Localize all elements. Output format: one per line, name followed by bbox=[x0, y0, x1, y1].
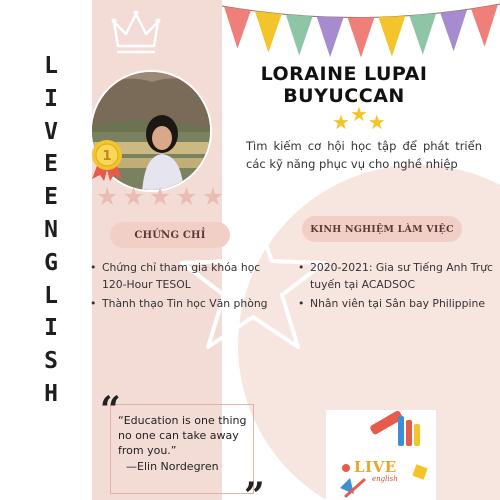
career-objective: Tìm kiếm cơ hội học tập để phát triển các kỹ năng phục vụ cho nghề nhiệp bbox=[246, 139, 482, 171]
list-item: • Nhân viên tại Sân bay Philippine bbox=[296, 296, 496, 313]
bunting-flag bbox=[348, 17, 375, 57]
experience-heading: KINH NGHIỆM LÀM VIỆC bbox=[302, 216, 462, 242]
medal-icon bbox=[88, 137, 126, 181]
bunting-flag bbox=[378, 16, 405, 57]
title-letter: N bbox=[44, 216, 58, 243]
live-english-logo bbox=[326, 410, 436, 500]
logo-subword: english bbox=[372, 475, 398, 483]
star-icon: ★ bbox=[96, 182, 119, 211]
crown-icon bbox=[110, 8, 162, 58]
bunting-flag bbox=[286, 14, 313, 55]
gold-stars bbox=[332, 102, 386, 134]
certificates-list bbox=[88, 260, 288, 316]
star-icon: ★ bbox=[349, 102, 368, 126]
bunting-flag bbox=[440, 9, 467, 51]
bunting-flag bbox=[471, 4, 498, 46]
logo-art-icon bbox=[326, 410, 436, 500]
star-icon: ★ bbox=[332, 110, 350, 134]
open-quote-icon: “ bbox=[100, 389, 121, 431]
close-quote-icon: ” bbox=[244, 475, 265, 500]
name-line-1: LORAINE LUPAI bbox=[260, 63, 428, 85]
star-icon: ★ bbox=[122, 182, 145, 211]
experience-list bbox=[296, 260, 496, 316]
list-item: • 2020-2021: Gia sư Tiếng Anh Trực tuyến tại ACADSOC bbox=[296, 260, 496, 293]
title-letter: E bbox=[44, 151, 58, 178]
list-item: • Chứng chỉ tham gia khóa học 120-Hour TESOL bbox=[88, 260, 288, 293]
certificates-heading: CHỨNG CHỈ bbox=[110, 222, 230, 248]
bunting-flags-icon bbox=[222, 0, 500, 64]
bunting-flag bbox=[224, 6, 251, 48]
list-item: • Thành thạo Tin học Văn phòng bbox=[88, 296, 288, 313]
title-letter: I bbox=[44, 85, 58, 112]
title-letter: I bbox=[44, 315, 58, 342]
name-line-2: BUYUCCAN bbox=[283, 85, 405, 107]
quote-text: “Education is one thing no one can take away from you.” bbox=[118, 414, 247, 457]
title-letter: H bbox=[44, 380, 58, 407]
bunting-flag bbox=[255, 11, 282, 53]
star-icon: ★ bbox=[201, 182, 225, 211]
bunting-flag bbox=[317, 17, 344, 58]
title-letter: L bbox=[44, 282, 58, 309]
star-icon: ★ bbox=[175, 182, 198, 211]
logo-word: LIVE bbox=[354, 458, 397, 476]
title-letter: E bbox=[44, 184, 58, 211]
medal-number: 1 bbox=[102, 149, 112, 164]
title-letter: V bbox=[44, 118, 58, 145]
star-icon: ★ bbox=[148, 182, 172, 211]
star-icon: ★ bbox=[367, 110, 386, 134]
title-letter: S bbox=[44, 348, 58, 375]
title-letter: G bbox=[44, 249, 58, 276]
quote-author: —Elin Nordegren bbox=[126, 460, 219, 473]
bunting-flag bbox=[409, 13, 436, 54]
title-letter: L bbox=[44, 53, 58, 79]
vertical-brand-title bbox=[36, 50, 66, 411]
profile-name bbox=[232, 63, 456, 107]
